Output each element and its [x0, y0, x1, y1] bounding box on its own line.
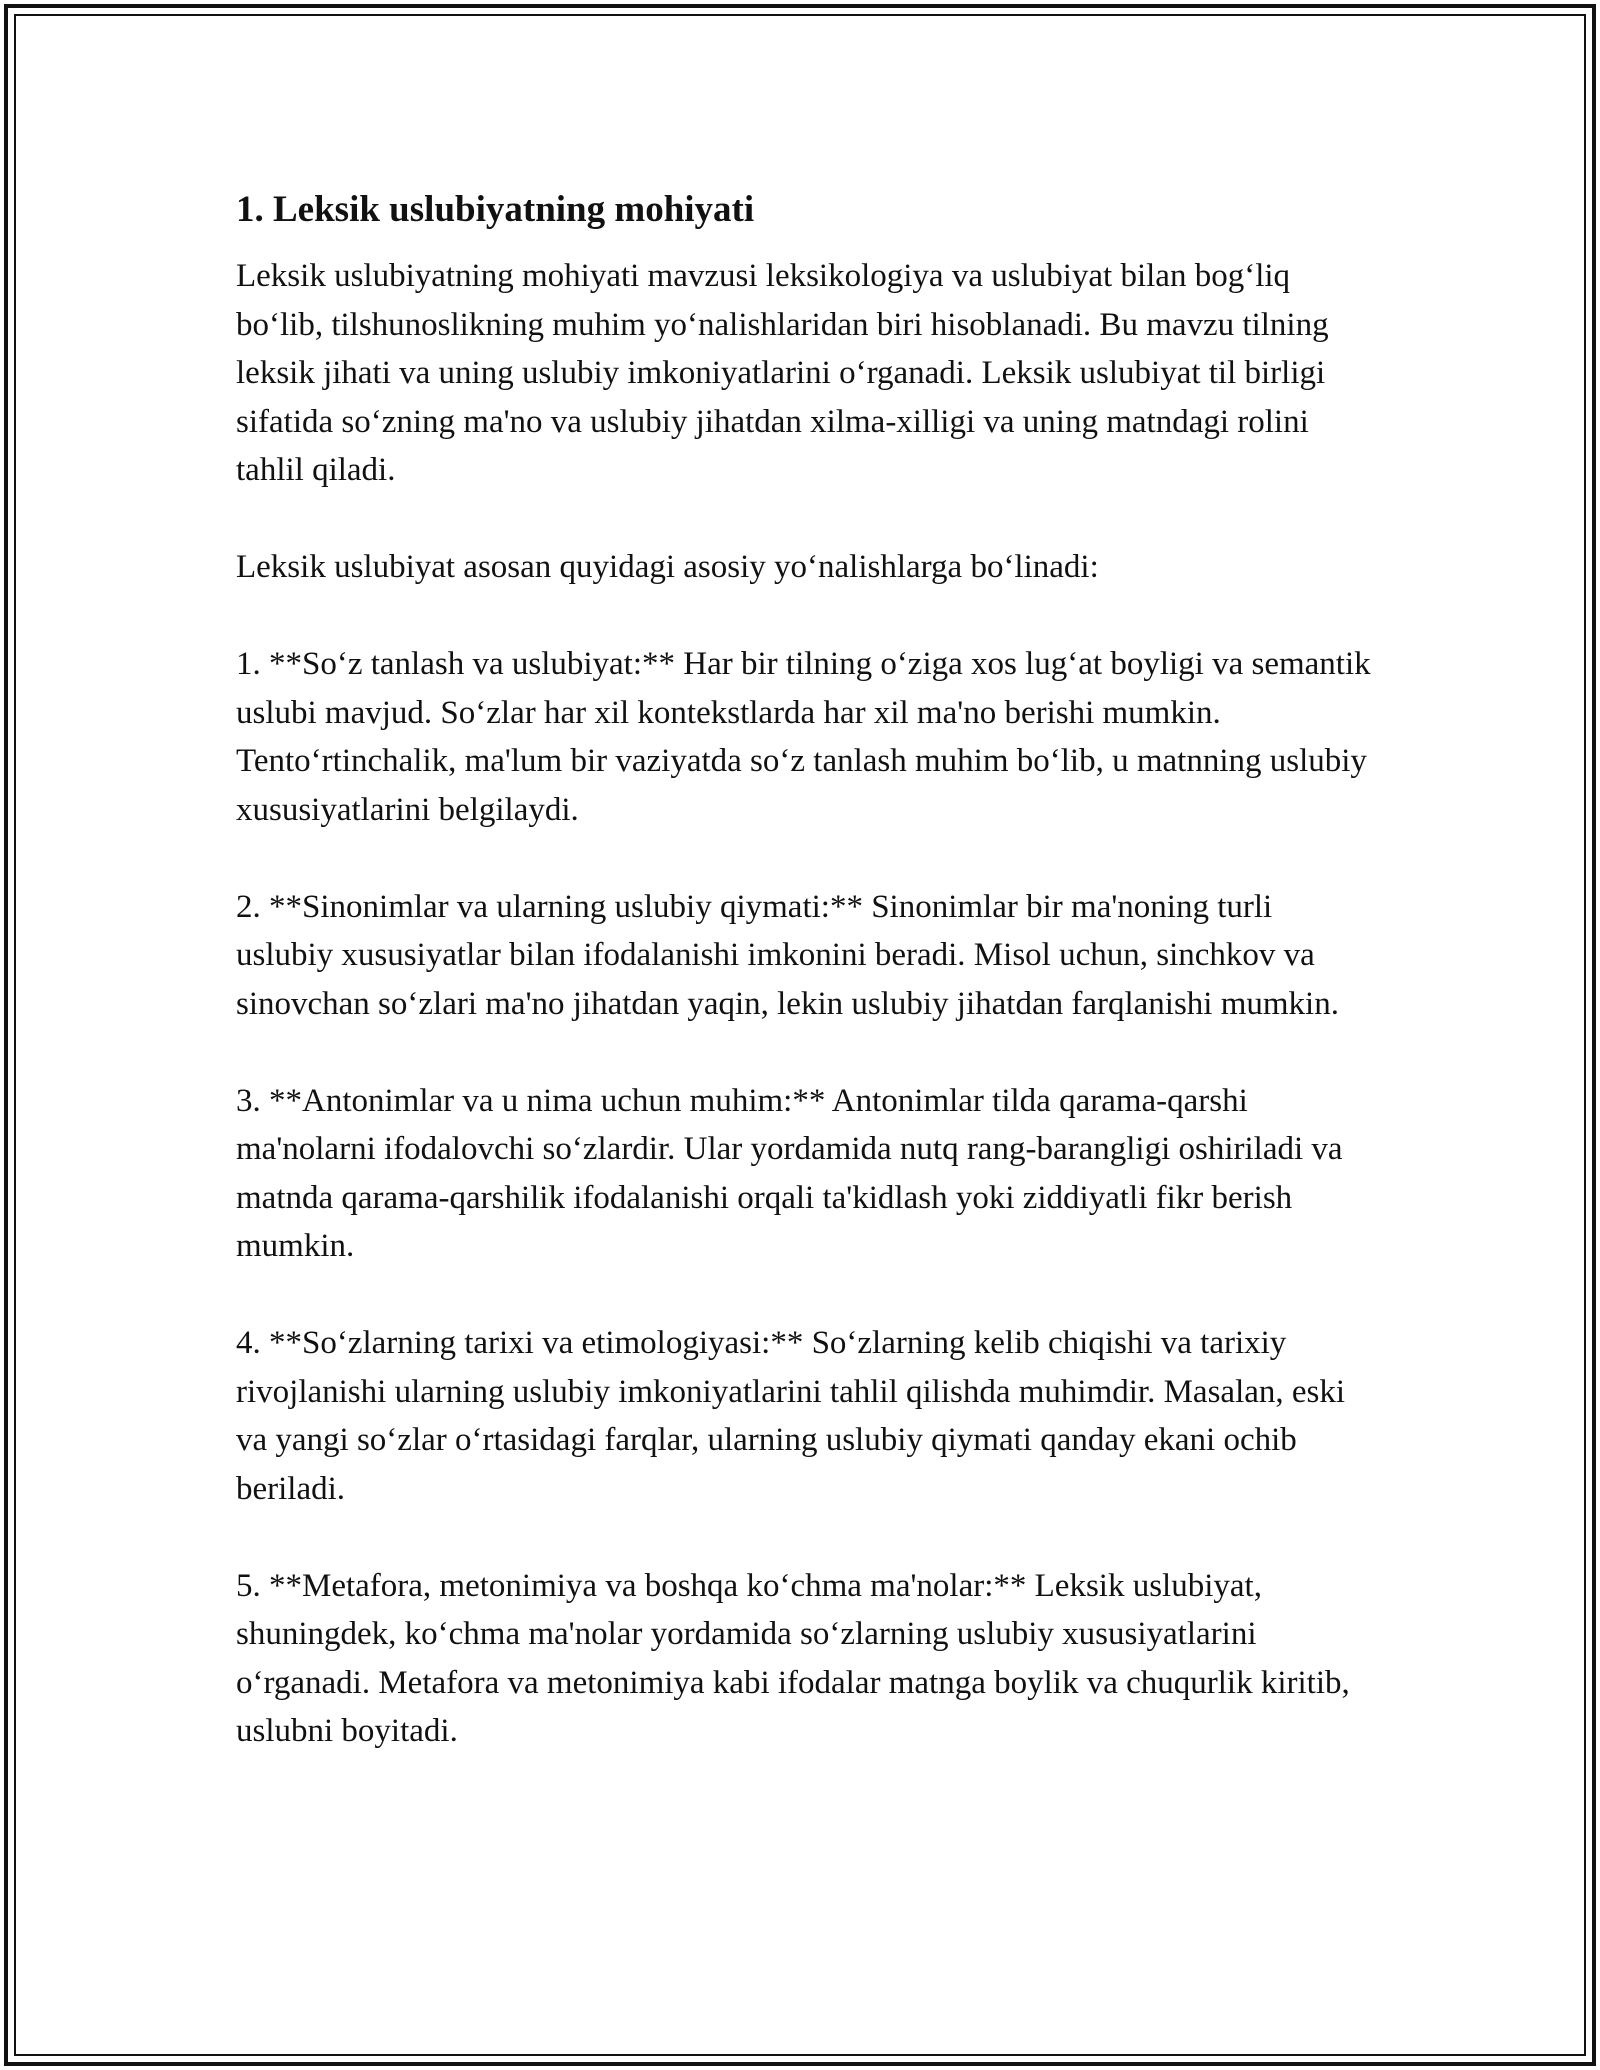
directions-lead-paragraph: Leksik uslubiyat asosan quyidagi asosiy yo‘nalishlarga bo‘linadi: — [236, 549, 1099, 585]
list-item-antonyms: 3. **Antonimlar va u nima uchun muhim:** Antonimlar tilda qarama-qarshi ma'nolarni ifodalovchi so‘zlardir. Ular yordamida nutq rang-barangligi oshiriladi va matnda qarama-qarshilik ifodalanishi orqali ta'kidlash yoki ziddiyatli fikr berish mumkin. — [236, 1082, 1343, 1264]
document-body — [236, 186, 1372, 1756]
section-heading: 1. Leksik uslubiyatning mohiyati — [236, 189, 755, 230]
list-item-synonyms: 2. **Sinonimlar va ularning uslubiy qiymati:** Sinonimlar bir ma'noning turli uslubiy xususiyatlar bilan ifodalanishi imkonini beradi. Misol uchun, sinchkov va sinovchan so‘zlari ma'no jihatdan yaqin, lekin uslubiy jihatdan farqlanishi mumkin. — [236, 888, 1339, 1022]
list-item-etymology: 4. **So‘zlarning tarixi va etimologiyasi:** So‘zlarning kelib chiqishi va tarixiy rivojlanishi ularning uslubiy imkoniyatlarini tahlil qilishda muhimdir. Masalan, eski va yangi so‘zlar o‘rtasidagi farqlar, ularning uslubiy qiymati qanday ekani ochib beriladi. — [236, 1325, 1346, 1507]
intro-paragraph: Leksik uslubiyatning mohiyati mavzusi leksikologiya va uslubiyat bilan bog‘liq bo‘lib, tilshunoslikning muhim yo‘nalishlaridan biri hisoblanadi. Bu mavzu tilning leksik jihati va uning uslubiy imkoniyatlarini o‘rganadi. Leksik uslubiyat til birligi sifatida so‘zning ma'no va uslubiy jihatdan xilma-xilligi va uning matndagi rolini tahlil qiladi. — [236, 258, 1329, 488]
list-item-word-choice: 1. **So‘z tanlash va uslubiyat:** Har bir tilning o‘ziga xos lug‘at boyligi va semantik uslubi mavjud. So‘zlar har xil kontekstlarda har xil ma'no berishi mumkin. Tento‘rtinchalik, ma'lum bir vaziyatda so‘z tanlash muhim bo‘lib, u matnning uslubiy xususiyatlarini belgilaydi. — [236, 646, 1371, 828]
list-item-figurative-meanings: 5. **Metafora, metonimiya va boshqa ko‘chma ma'nolar:** Leksik uslubiyat, shuningdek, ko‘chma ma'nolar yordamida so‘zlarning uslubiy xususiyatlarini o‘rganadi. Metafora va metonimiya kabi ifodalar matnga boylik va chuqurlik kiritib, uslubni boyitadi. — [236, 1567, 1350, 1749]
